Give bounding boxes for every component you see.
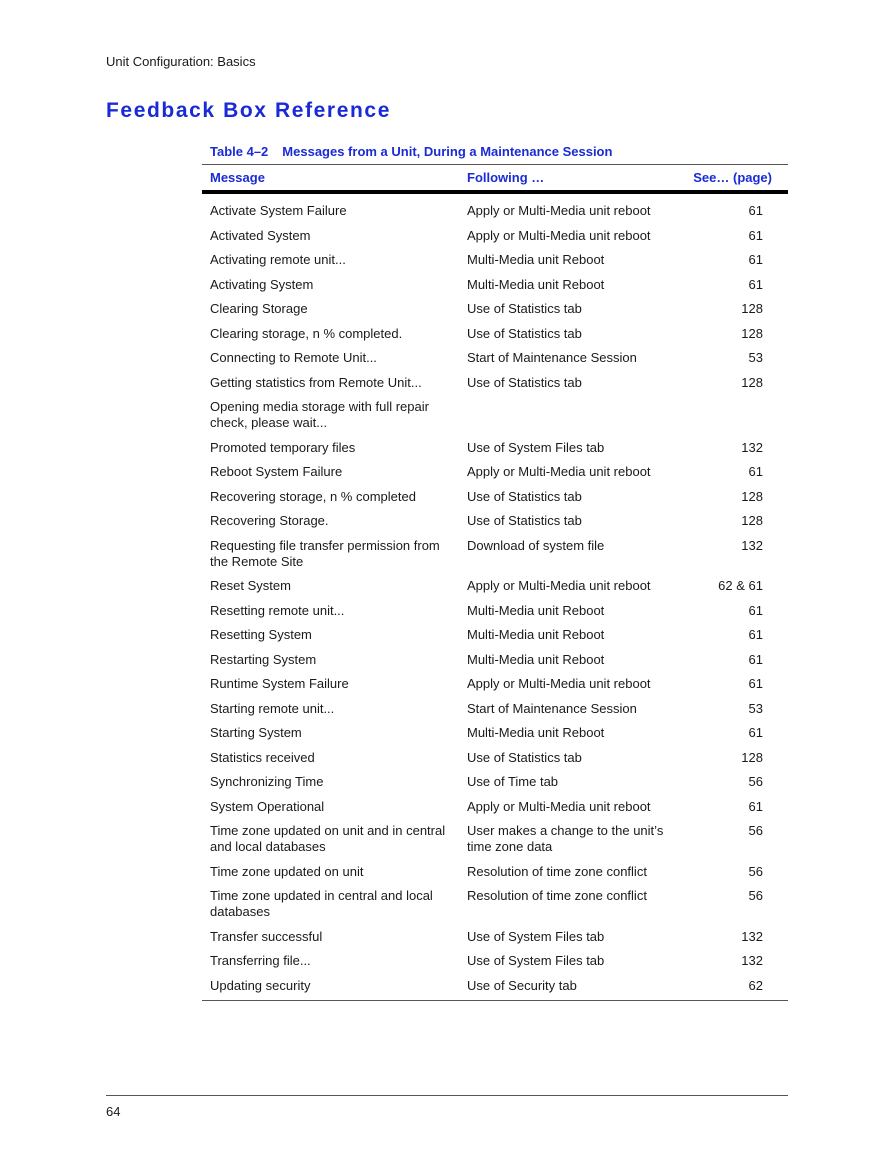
table-header-row [202,165,788,194]
page-ref-cell: 128 [741,325,763,341]
message-cell: Resetting remote unit... [210,602,345,618]
message-cell: Reboot System Failure [210,464,343,479]
following-cell: Resolution of time zone conflict [467,863,647,879]
following-cell: Apply or Multi-Media unit reboot [467,676,651,691]
page-ref-cell: 53 [748,700,763,716]
following-cell: Multi-Media unit Reboot [467,602,605,618]
table-row [202,574,788,599]
following-cell: Multi-Media unit Reboot [467,627,605,642]
table-row [202,248,788,273]
following-cell: Start of Maintenance Session [467,350,637,365]
table-row [202,322,788,347]
following-cell: Use of Statistics tab [467,513,582,528]
message-cell: Recovering Storage. [210,513,329,528]
column-header-message: Message [210,170,265,185]
table-row [202,623,788,648]
messages-table [202,164,788,1001]
following-cell: Use of Statistics tab [467,749,582,765]
following-cell: Resolution of time zone conflict [467,888,647,903]
page-ref-cell: 61 [748,227,763,243]
table-row [202,721,788,746]
message-cell: Runtime System Failure [210,676,349,691]
page-ref-cell: 128 [741,749,763,765]
table-caption [210,144,612,159]
table-row [202,925,788,950]
table-row [202,697,788,722]
page-ref-cell: 61 [748,464,763,479]
following-cell: Use of Statistics tab [467,325,582,341]
table-row [202,949,788,974]
table-row [202,770,788,795]
page-ref-cell: 53 [748,350,763,365]
message-cell: Statistics received [210,749,315,765]
page-ref-cell: 56 [748,823,763,838]
message-cell: Activating remote unit... [210,252,346,267]
following-cell: Use of System Files tab [467,439,605,455]
page-ref-cell: 61 [748,276,763,292]
message-cell: System Operational [210,798,325,814]
table-caption-number: Table 4–2 [210,144,269,159]
following-cell: Multi-Media unit Reboot [467,276,605,292]
table-body [202,194,788,1000]
following-cell: Apply or Multi-Media unit reboot [467,203,651,218]
running-header: Unit Configuration: Basics [106,54,256,69]
table-caption-title: Messages from a Unit, During a Maintenance Session [282,144,613,159]
following-cell: Start of Maintenance Session [467,700,637,716]
message-cell: Time zone updated on unit [210,863,364,879]
following-cell: User makes a change to the unit’s time zone data [467,823,664,854]
message-cell: Reset System [210,578,291,593]
message-cell: Promoted temporary files [210,439,356,455]
page-ref-cell: 61 [748,252,763,267]
page-ref-cell: 62 & 61 [718,578,763,593]
message-cell: Getting statistics from Remote Unit... [210,374,422,390]
message-cell: Synchronizing Time [210,774,324,789]
following-cell: Apply or Multi-Media unit reboot [467,798,651,814]
table-row [202,509,788,534]
following-cell: Use of Statistics tab [467,488,582,504]
message-cell: Activate System Failure [210,203,347,218]
message-cell: Time zone updated on unit and in central and local databases [210,823,446,854]
page-ref-cell: 128 [741,374,763,390]
message-cell: Transfer successful [210,928,323,944]
table-row [202,974,788,999]
section-title: Feedback Box Reference [106,99,391,122]
following-cell: Multi-Media unit Reboot [467,651,605,667]
table-row [202,273,788,298]
message-cell: Requesting file transfer permission from the Remote Site [210,537,440,569]
page-ref-cell: 132 [741,953,763,968]
page-ref-cell: 61 [748,798,763,814]
table-row [202,819,788,860]
following-cell: Use of System Files tab [467,928,605,944]
following-cell: Apply or Multi-Media unit reboot [467,227,651,243]
page-ref-cell: 132 [741,537,763,553]
message-cell: Starting remote unit... [210,700,335,716]
table-row [202,860,788,885]
following-cell: Download of system file [467,537,605,553]
message-cell: Activating System [210,276,314,292]
message-cell: Starting System [210,725,302,740]
page-ref-cell: 56 [748,863,763,879]
table-row [202,460,788,485]
table-row [202,224,788,249]
following-cell: Multi-Media unit Reboot [467,252,605,267]
table-row [202,599,788,624]
page-ref-cell: 61 [748,203,763,218]
table-row [202,746,788,771]
message-cell: Opening media storage with full repair check, please wait... [210,399,429,430]
following-cell: Use of Security tab [467,977,577,993]
message-cell: Restarting System [210,651,317,667]
message-cell: Connecting to Remote Unit... [210,350,377,365]
page-ref-cell: 56 [748,888,763,903]
page-ref-cell: 61 [748,602,763,618]
page-ref-cell: 128 [741,488,763,504]
page-ref-cell: 61 [748,676,763,691]
message-cell: Activated System [210,227,311,243]
message-cell: Updating security [210,977,311,993]
column-header-see-page: See… (page) [693,170,772,185]
table-row [202,346,788,371]
table-row [202,395,788,436]
table-row [202,672,788,697]
table-row [202,436,788,461]
page-ref-cell: 62 [748,977,763,993]
page-ref-cell: 56 [748,774,763,789]
page-ref-cell: 61 [748,651,763,667]
following-cell: Apply or Multi-Media unit reboot [467,578,651,593]
page-ref-cell: 132 [741,928,763,944]
message-cell: Time zone updated in central and local databases [210,888,433,919]
page-ref-cell: 61 [748,627,763,642]
page-ref-cell: 132 [741,439,763,455]
following-cell: Use of Statistics tab [467,374,582,390]
following-cell: Apply or Multi-Media unit reboot [467,464,651,479]
footer-rule [106,1095,788,1096]
table-row [202,795,788,820]
following-cell: Use of Statistics tab [467,301,582,316]
page-ref-cell: 128 [741,513,763,528]
message-cell: Recovering storage, n % completed [210,488,416,504]
message-cell: Clearing storage, n % completed. [210,325,403,341]
following-cell: Multi-Media unit Reboot [467,725,605,740]
table-row [202,884,788,925]
table-row [202,371,788,396]
table-row [202,297,788,322]
table-row [202,199,788,224]
table-row [202,534,788,575]
message-cell: Transferring file... [210,953,311,968]
page-ref-cell: 128 [741,301,763,316]
message-cell: Resetting System [210,627,312,642]
page-ref-cell: 61 [748,725,763,740]
following-cell: Use of System Files tab [467,953,605,968]
column-header-following: Following … [467,170,545,185]
table-row [202,648,788,673]
page-number: 64 [106,1104,121,1119]
following-cell: Use of Time tab [467,774,559,789]
message-cell: Clearing Storage [210,301,308,316]
table-row [202,485,788,510]
